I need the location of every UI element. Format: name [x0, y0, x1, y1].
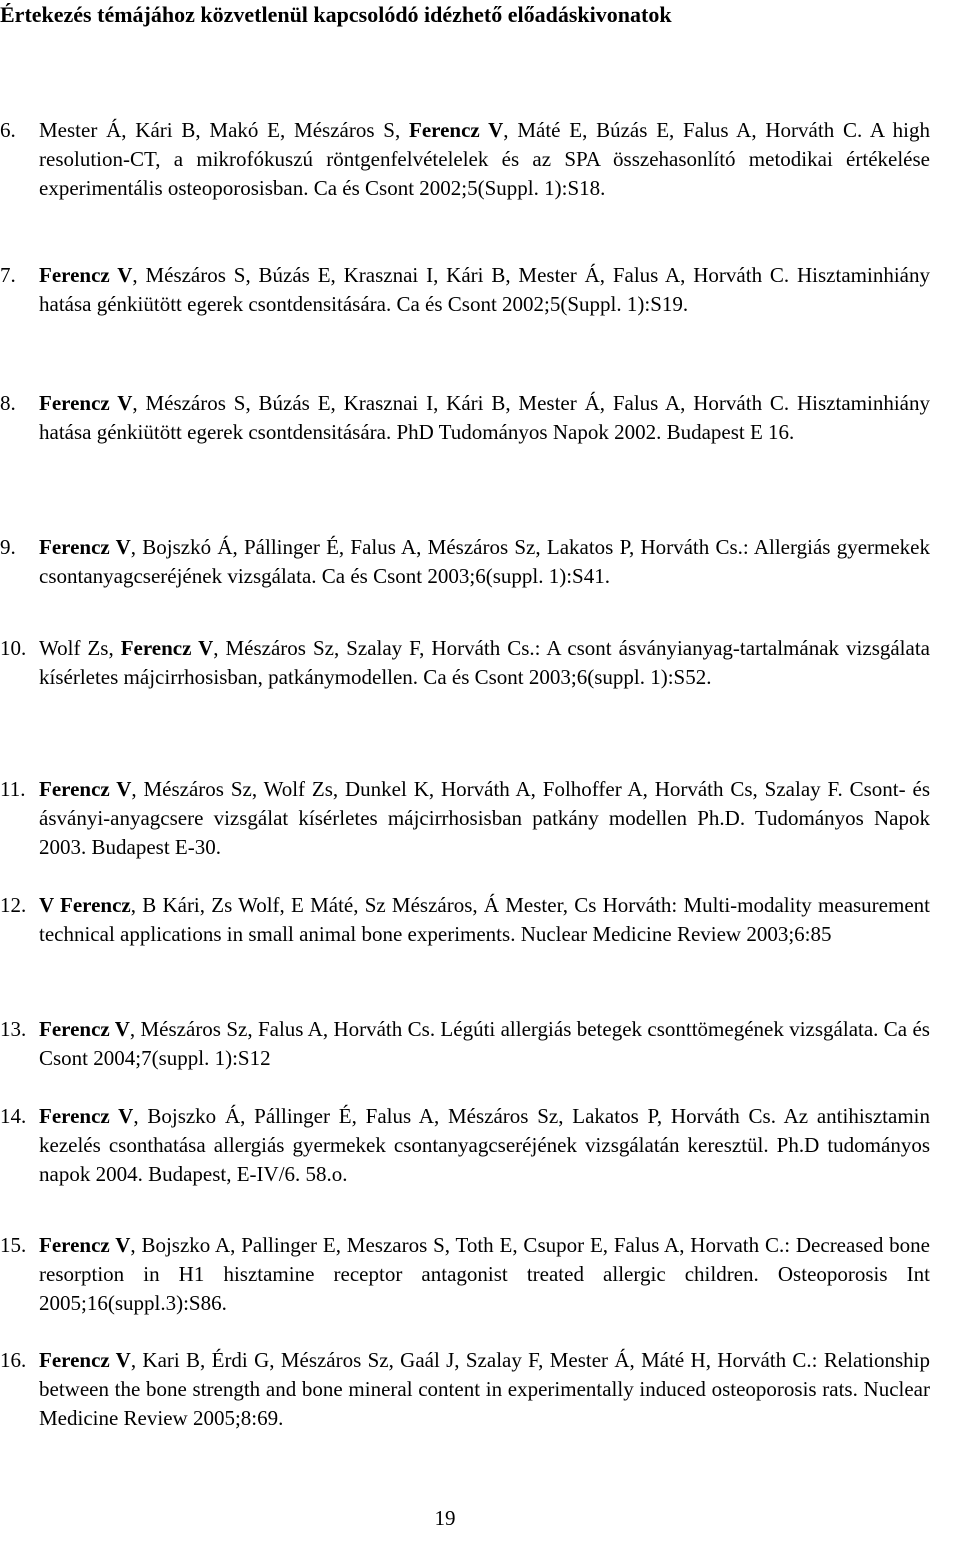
- entry-number: 9.: [0, 535, 16, 559]
- page-number: 19: [434, 1506, 456, 1530]
- entry-text: Ferencz V, Kari B, Érdi G, Mészáros Sz, Gaál J, Szalay F, Mester Á, Máté H, Horváth C.: Relationship between the bone strength and bone mineral content in experimentally induced osteoporosis rats. Nuclear Medicine Review 2005;8:69.: [39, 1348, 930, 1430]
- entry-text: Wolf Zs, Ferencz V, Mészáros Sz, Szalay F, Horváth Cs.: A csont ásványianyag-tartalmának vizsgálata kísérletes májcirrhosisban, patkánymodellen. Ca és Csont 2003;6(suppl. 1):S52.: [39, 636, 930, 689]
- abstract-entry-13: [0, 1015, 930, 1073]
- highlighted-author: Ferencz V: [409, 118, 504, 142]
- entry-number: 8.: [0, 391, 16, 415]
- abstract-entry-14: [0, 1102, 930, 1189]
- abstract-entry-12: [0, 891, 930, 949]
- entry-number: 16.: [0, 1348, 27, 1372]
- abstract-entry-10: [0, 634, 930, 692]
- entry-number: 15.: [0, 1233, 27, 1257]
- highlighted-author: Ferencz V: [39, 1017, 130, 1041]
- entry-text: V Ferencz, B Kári, Zs Wolf, E Máté, Sz Mészáros, Á Mester, Cs Horváth: Multi-modality measurement technical applications in small animal bone experiments. Nuclear Medicine Review 2003;6:85: [39, 893, 930, 946]
- abstract-entry-6: [0, 116, 930, 203]
- highlighted-author: Ferencz V: [39, 777, 132, 801]
- highlighted-author: V Ferencz: [39, 893, 131, 917]
- highlighted-author: Ferencz V: [120, 636, 214, 660]
- abstract-entry-16: [0, 1346, 930, 1433]
- highlighted-author: Ferencz V: [39, 1233, 131, 1257]
- highlighted-author: Ferencz V: [39, 263, 133, 287]
- entry-text: Ferencz V, Mészáros Sz, Falus A, Horváth Cs. Légúti allergiás betegek csonttömegének vizsgálata. Ca és Csont 2004;7(suppl. 1):S12: [39, 1017, 930, 1070]
- page-heading: Értekezés témájához közvetlenül kapcsolódó idézhető előadáskivonatok: [0, 2, 672, 27]
- entry-text: Ferencz V, Mészáros S, Búzás E, Krasznai I, Kári B, Mester Á, Falus A, Horváth C. Hisztaminhiány hatása génkiütött egerek csontdensitására. Ca és Csont 2002;5(Suppl. 1):S19.: [39, 263, 930, 316]
- abstract-entry-7: [0, 261, 930, 319]
- abstract-entry-9: [0, 533, 930, 591]
- highlighted-author: Ferencz V: [39, 391, 133, 415]
- entry-number: 10.: [0, 636, 27, 660]
- abstract-entry-8: [0, 389, 930, 447]
- highlighted-author: Ferencz V: [39, 535, 131, 559]
- entry-number: 14.: [0, 1104, 27, 1128]
- entry-number: 6.: [0, 118, 16, 142]
- highlighted-author: Ferencz V: [39, 1348, 131, 1372]
- entry-text: Ferencz V, Bojszkó Á, Pállinger É, Falus A, Mészáros Sz, Lakatos P, Horváth Cs.: Allergiás gyermekek csontanyagcseréjének vizsgálata. Ca és Csont 2003;6(suppl. 1):S41.: [39, 535, 930, 588]
- entry-number: 7.: [0, 263, 16, 287]
- entry-text: Ferencz V, Mészáros Sz, Wolf Zs, Dunkel K, Horváth A, Folhoffer A, Horváth Cs, Szalay F. Csont- és ásványi-anyagcsere vizsgálat kísérletes májcirrhosisban patkány modellen Ph.D. Tudományos Napok 2003. Budapest E-30.: [39, 777, 930, 859]
- entry-text: Ferencz V, Bojszko A, Pallinger E, Meszaros S, Toth E, Csupor E, Falus A, Horvath C.: Decreased bone resorption in H1 hisztamine receptor antagonist treated allergic children. Osteoporosis Int 2005;16(suppl.3):S86.: [39, 1233, 930, 1315]
- entry-text: Mester Á, Kári B, Makó E, Mészáros S, Ferencz V, Máté E, Búzás E, Falus A, Horváth C. A high resolution-CT, a mikrofókuszú röntgenfelvételelek és az SPA összehasonlító metodikai értékelése experimentális osteoporosisban. Ca és Csont 2002;5(Suppl. 1):S18.: [39, 118, 930, 200]
- abstract-entry-15: [0, 1231, 930, 1318]
- entry-number: 11.: [0, 777, 26, 801]
- entry-number: 12.: [0, 893, 27, 917]
- abstract-entry-11: [0, 775, 930, 862]
- entry-number: 13.: [0, 1017, 27, 1041]
- highlighted-author: Ferencz V: [39, 1104, 134, 1128]
- entry-text: Ferencz V, Mészáros S, Búzás E, Krasznai I, Kári B, Mester Á, Falus A, Horváth C. Hisztaminhiány hatása génkiütött egerek csontdensitására. PhD Tudományos Napok 2002. Budapest E 16.: [39, 391, 930, 444]
- entry-text: Ferencz V, Bojszko Á, Pállinger É, Falus A, Mészáros Sz, Lakatos P, Horváth Cs. Az antihisztamin kezelés csonthatása allergiás gyermekek csontanyagcseréjének vizsgálatán keresztül. Ph.D tudományos napok 2004. Budapest, E-IV/6. 58.o.: [39, 1104, 930, 1186]
